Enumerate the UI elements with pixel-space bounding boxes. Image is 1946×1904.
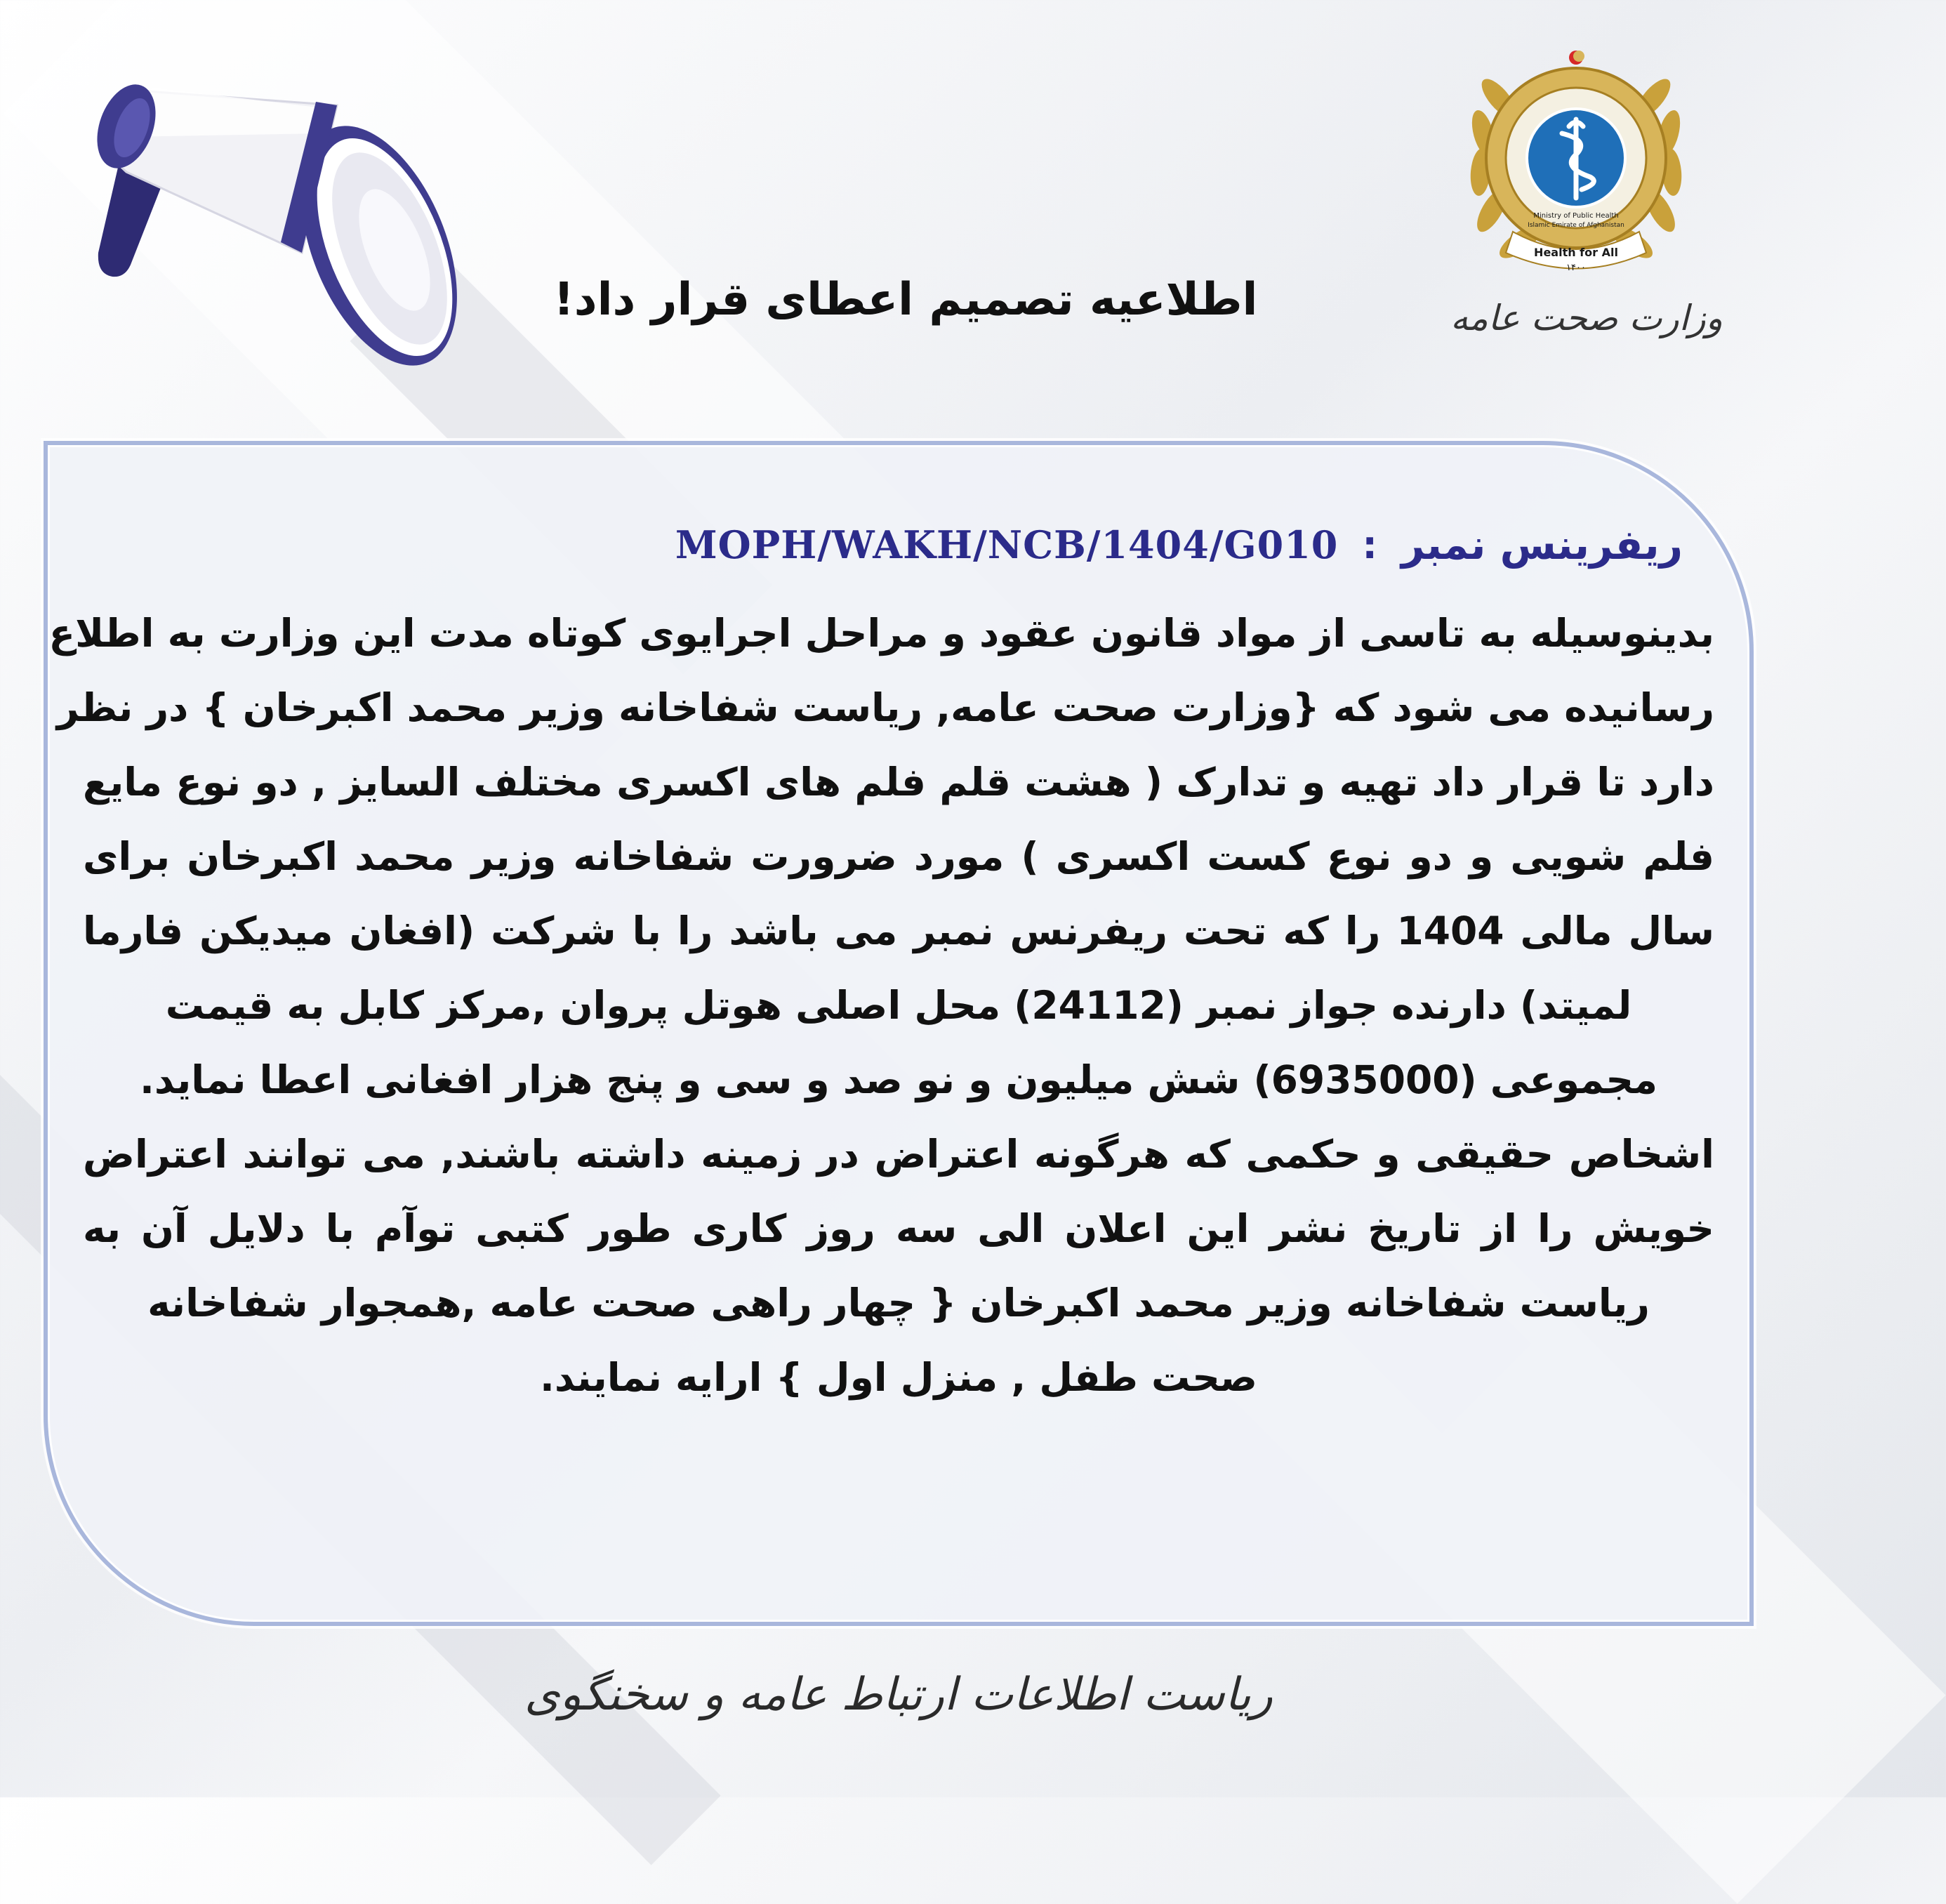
megaphone-icon — [70, 42, 449, 372]
svg-text:ریاست اطلاعات ارتباط عامه و سخ: ریاست اطلاعات ارتباط عامه و سخنگوی — [524, 1669, 1273, 1721]
reference-row — [675, 521, 1683, 569]
notice-line: خویش را از تاریخ نشر این اعلان الی سه روز کاری طور کتبی توآم با دلایل آن به — [83, 1206, 1714, 1251]
reference-separator: : — [1362, 522, 1377, 567]
notice-line: دارد تا قرار داد تهیه و تدارک ( هشت قلم فلم های اکسری مختلف السایز , دو نوع مایع — [83, 760, 1714, 805]
ministry-logo — [1457, 42, 1695, 281]
notice-title: اطلاعیه تصمیم اعطای قرار داد! — [553, 274, 1258, 326]
notice-line: فلم شویی و دو نوع کست اکسری ) مورد ضرورت شفاخانه وزیر محمد اکبرخان برای — [83, 834, 1714, 879]
notice-line: لمیتد) دارنده جواز نمبر (24112) محل اصلی هوتل پروان ,مرکز کابل به قیمت — [165, 983, 1632, 1028]
logo-text-en-2: Islamic Emirate of Afghanistan — [1528, 222, 1624, 229]
notice-panel — [44, 441, 1754, 1626]
notice-line: اشخاص حقیقی و حکمی که هرگونه اعتراض در زمینه داشته باشند, می توانند اعتراض — [83, 1132, 1714, 1177]
notice-line: بدینوسیله به تاسی از مواد قانون عقود و مراحل اجرایوی کوتاه مدت این وزارت به اطلاع — [48, 611, 1714, 656]
notice-line: مجموعی (6935000) شش میلیون و نو صد و سی و پنج هزار افغانی اعطا نماید. — [139, 1057, 1658, 1102]
logo-motto: Health for All — [1534, 246, 1618, 259]
notice-line: ریاست شفاخانه وزیر محمد اکبرخان { چهار راهی صحت عامه ,همجوار شفاخانه — [147, 1281, 1650, 1325]
notice-line: صحت طفل , منزل اول } ارایه نمایند. — [539, 1355, 1258, 1400]
notice-line: رسانیده می شود که {وزارت صحت عامه, ریاست شفاخانه وزیر محمد اکبرخان } در نظر — [56, 685, 1714, 730]
reference-number: MOPH/WAKH/NCB/1404/G010 — [675, 522, 1339, 567]
notice-body — [48, 596, 1714, 1415]
notice-line: سال مالی 1404 را که تحت ریفرنس نمبر می باشد را با شرکت (افغان میدیکن فارما — [83, 908, 1714, 953]
logo-year: ۱۴۰۰ — [1566, 263, 1586, 273]
svg-text:وزارت صحت عامه: وزارت صحت عامه — [1450, 298, 1723, 338]
logo-text-en-1: Ministry of Public Health — [1533, 212, 1619, 220]
footer-calligraphy — [524, 1632, 1273, 1752]
ministry-calligraphy — [1450, 281, 1723, 358]
reference-label: ریفرینس نمبر — [1401, 521, 1683, 569]
